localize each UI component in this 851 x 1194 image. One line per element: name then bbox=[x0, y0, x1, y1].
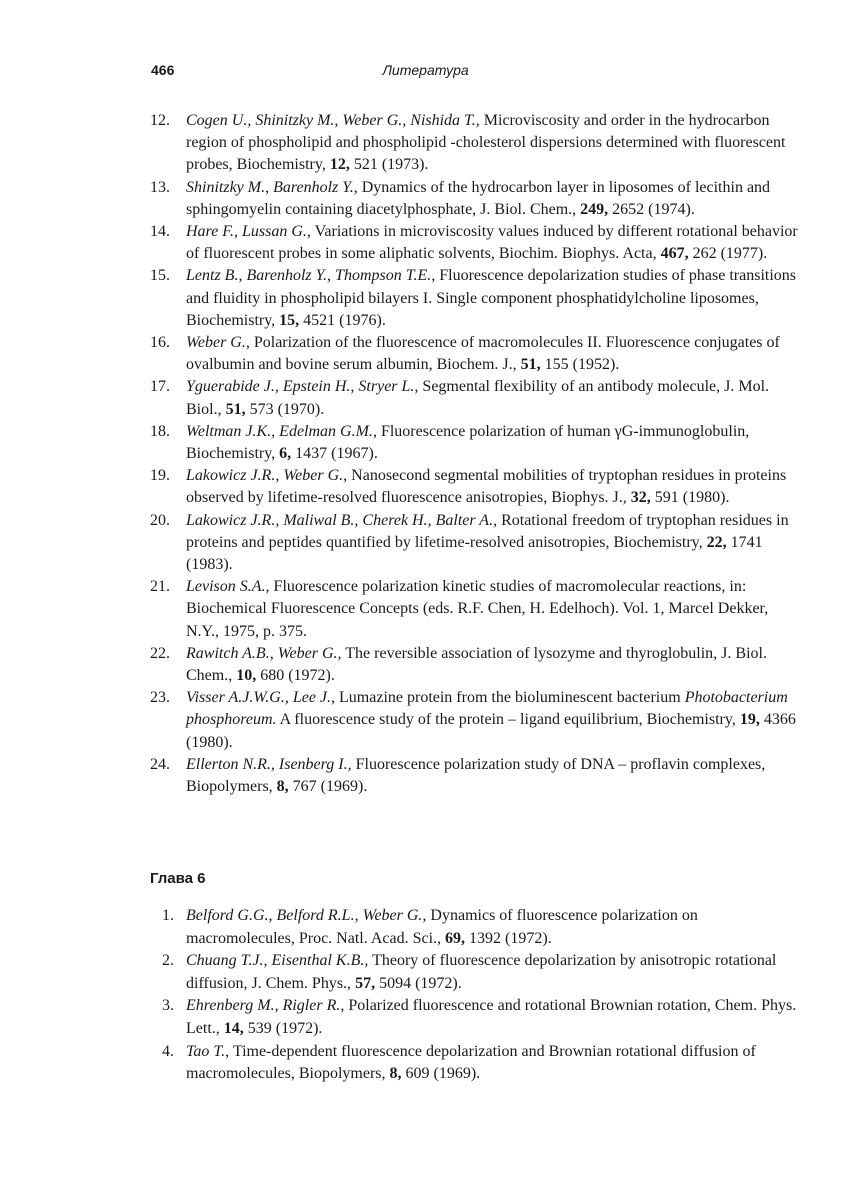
reference-authors: Lentz B., Barenholz Y., Thompson T.E., bbox=[186, 267, 436, 285]
reference-item bbox=[150, 421, 800, 465]
reference-text-continued: A fluorescence study of the protein – ligand equilibrium, Biochemistry, bbox=[276, 711, 740, 729]
chapter-reference-list bbox=[150, 905, 800, 1086]
reference-number: 19. bbox=[150, 467, 170, 485]
reference-volume: 51, bbox=[225, 400, 246, 418]
reference-authors: Tao T., bbox=[186, 1042, 230, 1060]
reference-volume: 467, bbox=[660, 245, 689, 263]
reference-pages: 262 (1977). bbox=[688, 245, 768, 263]
reference-pages: 1741 (1983). bbox=[186, 533, 763, 574]
reference-authors: Belford G.G., Belford R.L., Weber G., bbox=[186, 907, 427, 924]
chapter-heading: Глава 6 bbox=[150, 870, 206, 887]
reference-number: 22. bbox=[150, 644, 170, 662]
reference-pages: 155 (1952). bbox=[540, 356, 620, 374]
reference-pages: 4366 (1980). bbox=[186, 711, 796, 751]
reference-volume: 57, bbox=[355, 974, 376, 992]
reference-authors: Rawitch A.B., Weber G., bbox=[186, 644, 342, 662]
reference-item bbox=[150, 221, 800, 265]
reference-text: Fluorescence depolarization studies of phase transitions and fluidity in phospholipid bilayers I. Single component phosphatidylcholine liposomes, Biochemistry, bbox=[186, 267, 797, 329]
reference-item bbox=[150, 576, 800, 643]
reference-text: Polarization of the fluorescence of macromolecules II. Fluorescence conjugates of ovalbumin and bovine serum albumin, Biochem. J., bbox=[186, 334, 780, 374]
reference-volume: 12, bbox=[329, 156, 350, 174]
reference-volume: 19, bbox=[739, 711, 760, 729]
reference-authors: Visser A.J.W.G., Lee J., bbox=[186, 689, 336, 707]
reference-authors: Lakowicz J.R., Weber G., bbox=[186, 467, 348, 485]
reference-item bbox=[150, 465, 800, 509]
reference-authors: Lakowicz J.R., Maliwal B., Cherek H., Balter A., bbox=[186, 511, 498, 529]
reference-item bbox=[150, 510, 800, 577]
reference-pages: 521 (1973). bbox=[349, 156, 429, 174]
reference-number: 4. bbox=[162, 1042, 174, 1060]
reference-item bbox=[150, 177, 800, 221]
reference-text: Fluorescence polarization study of DNA – proflavin complexes, Biopolymers, bbox=[186, 755, 766, 796]
reference-number: 23. bbox=[150, 689, 170, 707]
reference-item bbox=[150, 995, 800, 1040]
reference-volume: 22, bbox=[706, 533, 727, 551]
reference-authors: Chuang T.J., Eisenthal K.B., bbox=[186, 952, 369, 970]
reference-volume: 6, bbox=[279, 445, 292, 463]
reference-item bbox=[150, 1041, 800, 1086]
reference-number: 3. bbox=[162, 997, 174, 1015]
reference-number: 18. bbox=[150, 422, 170, 440]
reference-text: Theory of fluorescence depolarization by anisotropic rotational diffusion, J. Chem. Phys., bbox=[186, 952, 777, 992]
reference-volume: 10, bbox=[236, 667, 257, 685]
reference-text: Segmental flexibility of an antibody molecule, J. Mol. Biol., bbox=[186, 378, 770, 418]
reference-item bbox=[150, 754, 800, 798]
reference-list bbox=[150, 110, 800, 798]
reference-number: 12. bbox=[150, 112, 170, 129]
reference-volume: 32, bbox=[630, 489, 651, 507]
reference-number: 2. bbox=[162, 952, 174, 970]
reference-pages: 1437 (1967). bbox=[291, 445, 378, 463]
reference-text: Nanosecond segmental mobilities of tryptophan residues in proteins observed by lifetime-resolved fluorescence anisotropies, Biophys. J., bbox=[186, 467, 787, 507]
reference-text: Dynamics of the hydrocarbon layer in liposomes of lecithin and sphingomyelin containing diacetylphosphate, J. Biol. Chem., bbox=[186, 178, 771, 218]
reference-number: 16. bbox=[150, 334, 170, 352]
reference-text: Lumazine protein from the bioluminescent bacterium bbox=[335, 689, 685, 707]
reference-text: Fluorescence polarization kinetic studies of macromolecular reactions, in: Biochemical Fluorescence Concepts (eds. R.F. Chen, H. Edelhoch). Vol. 1, Marcel Dekker, N.Y., 1975, p. 375. bbox=[186, 578, 769, 640]
reference-number: 15. bbox=[150, 267, 170, 285]
running-title: Литература bbox=[382, 62, 469, 78]
reference-pages: 2652 (1974). bbox=[608, 200, 695, 218]
reference-text: Rotational freedom of tryptophan residues in proteins and peptides quantified by lifetime-resolved anisotropies, Biochemistry, bbox=[186, 511, 789, 551]
reference-authors: Weltman J.K., Edelman G.M., bbox=[186, 422, 377, 440]
reference-authors: Levison S.A., bbox=[186, 578, 270, 596]
reference-item bbox=[150, 905, 800, 950]
reference-text: Dynamics of fluorescence polarization on macromolecules, Proc. Natl. Acad. Sci., bbox=[186, 907, 698, 947]
reference-item bbox=[150, 110, 800, 177]
reference-text: Microviscosity and order in the hydrocarbon region of phospholipid and phospholipid -cholesterol dispersions determined with fluorescent probes, Biochemistry, bbox=[186, 112, 786, 174]
reference-volume: 14, bbox=[223, 1019, 244, 1037]
page-number: 466 bbox=[151, 62, 175, 78]
reference-item bbox=[150, 376, 800, 420]
reference-item bbox=[150, 265, 800, 332]
reference-volume: 8, bbox=[276, 778, 289, 796]
reference-number: 20. bbox=[150, 511, 170, 529]
reference-pages: 767 (1969). bbox=[288, 778, 368, 796]
reference-number: 24. bbox=[150, 755, 170, 773]
reference-text: Time-dependent fluorescence depolarization and Brownian rotational diffusion of macromolecules, Biopolymers, bbox=[186, 1042, 756, 1083]
reference-volume: 51, bbox=[520, 356, 541, 374]
reference-text: Variations in microviscosity values induced by different rotational behavior of fluorescent probes in some aliphatic solvents, Biochim. Biophys. Acta, bbox=[186, 223, 798, 263]
reference-authors: Yguerabide J., Epstein H., Stryer L., bbox=[186, 378, 419, 396]
reference-item bbox=[150, 332, 800, 376]
reference-text: The reversible association of lysozyme and thyroglobulin, J. Biol. Chem., bbox=[186, 644, 767, 685]
reference-text: Polarized fluorescence and rotational Brownian rotation, Chem. Phys. Lett., bbox=[186, 997, 797, 1037]
reference-number: 14. bbox=[150, 223, 170, 241]
reference-pages: 539 (1972). bbox=[243, 1019, 323, 1037]
reference-authors: Hare F., Lussan G., bbox=[186, 223, 311, 241]
reference-authors: Ellerton N.R., Isenberg I., bbox=[186, 755, 352, 773]
reference-item bbox=[150, 687, 800, 754]
reference-number: 17. bbox=[150, 378, 170, 396]
reference-text: Fluorescence polarization of human γG-immunoglobulin, Biochemistry, bbox=[186, 422, 750, 463]
reference-pages: 609 (1969). bbox=[401, 1065, 481, 1083]
reference-pages: 573 (1970). bbox=[245, 400, 325, 418]
page-header bbox=[0, 62, 851, 82]
reference-number: 13. bbox=[150, 178, 170, 196]
reference-pages: 1392 (1972). bbox=[465, 929, 552, 947]
reference-item bbox=[150, 950, 800, 995]
reference-species: Photobacterium phosphoreum. bbox=[186, 689, 788, 729]
reference-pages: 4521 (1976). bbox=[299, 311, 386, 329]
reference-authors: Ehrenberg M., Rigler R., bbox=[186, 997, 345, 1015]
reference-volume: 15, bbox=[279, 311, 300, 329]
reference-volume: 249, bbox=[580, 200, 609, 218]
reference-authors: Shinitzky M., Barenholz Y., bbox=[186, 178, 358, 196]
reference-volume: 8, bbox=[389, 1065, 402, 1083]
reference-pages: 591 (1980). bbox=[650, 489, 730, 507]
reference-volume: 69, bbox=[445, 929, 466, 947]
reference-authors: Cogen U., Shinitzky M., Weber G., Nishida T., bbox=[186, 112, 480, 129]
reference-pages: 680 (1972). bbox=[256, 667, 335, 685]
reference-number: 1. bbox=[162, 907, 174, 924]
reference-authors: Weber G., bbox=[186, 334, 250, 352]
reference-pages: 5094 (1972). bbox=[375, 974, 462, 992]
reference-number: 21. bbox=[150, 578, 170, 596]
reference-item bbox=[150, 643, 800, 687]
